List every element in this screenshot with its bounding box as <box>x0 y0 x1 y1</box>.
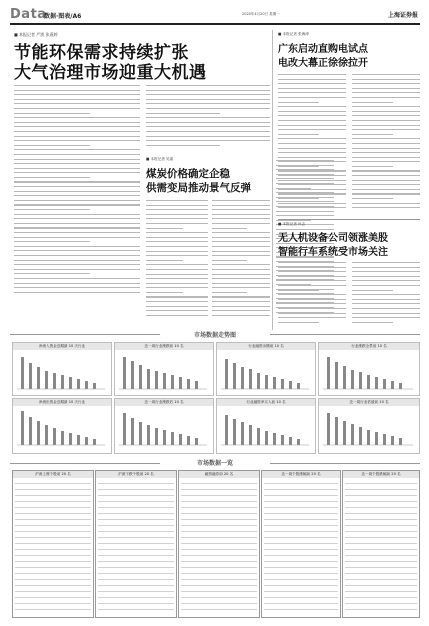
chart-title: 行业涨跌全景前 10 名 <box>319 343 419 350</box>
table-row <box>181 579 257 580</box>
table-row <box>15 591 91 592</box>
table-row <box>98 525 174 526</box>
table-row <box>264 573 338 574</box>
table-row <box>181 501 257 502</box>
table-row <box>98 543 174 544</box>
chart-title: 行业融资余额前 10 名 <box>217 343 315 350</box>
table-row <box>264 579 338 580</box>
chart-title: 近一周行业涨跌后 10 名 <box>115 399 213 406</box>
table-row <box>264 597 338 598</box>
chart-plot <box>323 409 413 449</box>
table-row <box>181 537 257 538</box>
table-row <box>15 525 91 526</box>
chart-plot <box>323 353 413 391</box>
table-panel-2 <box>95 470 177 618</box>
table-row <box>98 609 174 610</box>
table-row <box>181 519 257 520</box>
table-row <box>181 489 257 490</box>
table-row <box>98 507 174 508</box>
middle-kicker: ■ 本报记者 吴嘉 <box>146 157 174 161</box>
chart-plot <box>119 353 207 391</box>
table-row <box>345 585 417 586</box>
table-row <box>98 495 174 496</box>
table-row <box>15 531 91 532</box>
table-title: 近一周个股涨幅前 20 名 <box>262 471 340 478</box>
right-top-body-col2 <box>352 74 420 216</box>
table-row <box>15 579 91 580</box>
table-row <box>264 489 338 490</box>
table-row <box>15 585 91 586</box>
chart-plot <box>221 353 309 391</box>
market-banner <box>10 330 420 339</box>
table-row <box>98 579 174 580</box>
table-row <box>345 567 417 568</box>
tables-banner-title: 市场数据一览 <box>196 460 233 467</box>
table-row <box>345 501 417 502</box>
lead-body-text <box>14 85 140 305</box>
table-row <box>345 525 417 526</box>
right-top-headline-line1: 广东启动直购电试点 <box>278 44 368 55</box>
chart-plot <box>17 353 105 391</box>
table-row <box>264 609 338 610</box>
table-row <box>181 609 257 610</box>
right-bottom-body-col2 <box>352 262 420 326</box>
table-row <box>345 513 417 514</box>
table-row <box>345 543 417 544</box>
chart-title: 净流出资金近期最 10 天行业 <box>13 399 111 406</box>
middle-headline-line1: 煤炭价格确定企稳 <box>146 168 230 180</box>
table-row <box>264 525 338 526</box>
table-row <box>345 597 417 598</box>
table-row <box>345 609 417 610</box>
table-row <box>264 507 338 508</box>
middle-body-col1 <box>146 200 208 324</box>
chart-panel-3 <box>216 342 316 396</box>
table-row <box>345 579 417 580</box>
table-row <box>264 549 338 550</box>
masthead-rule <box>10 23 420 25</box>
chart-plot <box>17 409 105 449</box>
chart-panel-5 <box>12 398 112 454</box>
right-bottom-rule <box>278 219 420 220</box>
table-row <box>264 585 338 586</box>
table-row <box>98 597 174 598</box>
table-row <box>345 555 417 556</box>
chart-plot <box>119 409 207 449</box>
table-row <box>15 543 91 544</box>
table-row <box>264 555 338 556</box>
table-row <box>98 483 174 484</box>
table-title: 沪深上涨个股前 20 名 <box>13 471 93 478</box>
table-title: 融资融券前 20 名 <box>179 471 259 478</box>
table-row <box>181 567 257 568</box>
table-row <box>181 597 257 598</box>
table-row <box>98 591 174 592</box>
chart-title: 行业融资净买入前 10 名 <box>217 399 315 406</box>
table-row <box>98 513 174 514</box>
table-row <box>345 507 417 508</box>
table-row <box>264 561 338 562</box>
table-row <box>264 543 338 544</box>
chart-panel-4 <box>318 342 420 396</box>
table-row <box>15 483 91 484</box>
table-row <box>181 549 257 550</box>
right-top-headline-line2: 电改大幕正徐徐拉开 <box>278 58 368 69</box>
table-row <box>264 591 338 592</box>
table-row <box>264 531 338 532</box>
table-row <box>264 537 338 538</box>
table-row <box>181 543 257 544</box>
table-row <box>15 519 91 520</box>
lead-headline-line1: 节能环保需求持续扩张 <box>14 43 189 63</box>
table-row <box>98 573 174 574</box>
section-label: 数据·图表/A6 <box>44 13 82 20</box>
right-bottom-body-col1 <box>278 262 346 326</box>
table-row <box>345 549 417 550</box>
table-panel-4 <box>261 470 341 618</box>
table-row <box>181 603 257 604</box>
table-row <box>15 507 91 508</box>
table-row <box>15 513 91 514</box>
table-row <box>345 573 417 574</box>
table-row <box>181 525 257 526</box>
table-row <box>98 519 174 520</box>
table-row <box>345 537 417 538</box>
table-row <box>98 537 174 538</box>
table-row <box>98 603 174 604</box>
table-row <box>181 495 257 496</box>
table-row <box>98 555 174 556</box>
table-row <box>264 513 338 514</box>
right-top-body-col1 <box>278 74 346 216</box>
lead-kicker: ■ 本报记者 严凯 张燕婷 <box>14 32 58 37</box>
chart-title: 近一周行业涨跌前 10 名 <box>115 343 213 350</box>
chart-title: 近一周行业估值前 10 名 <box>319 399 419 406</box>
table-row <box>181 483 257 484</box>
table-row <box>345 519 417 520</box>
lead-headline-line2: 大气治理市场迎重大机遇 <box>14 63 207 83</box>
table-row <box>345 531 417 532</box>
chart-panel-7 <box>216 398 316 454</box>
table-row <box>181 585 257 586</box>
table-row <box>98 585 174 586</box>
chart-plot <box>221 409 309 449</box>
table-row <box>98 567 174 568</box>
table-row <box>345 489 417 490</box>
lead-body-text-col2 <box>146 85 270 151</box>
table-row <box>345 603 417 604</box>
table-row <box>98 531 174 532</box>
table-row <box>98 549 174 550</box>
right-top-kicker: ■ 本报记者 张海涛 <box>278 32 309 36</box>
table-row <box>15 489 91 490</box>
table-row <box>181 573 257 574</box>
table-row <box>15 555 91 556</box>
right-bottom-headline-line2: 智能行车系统受市场关注 <box>278 247 388 258</box>
table-panel-3 <box>178 470 260 618</box>
table-title: 近一周个股跌幅前 20 名 <box>343 471 419 478</box>
table-title: 沪深下跌个股前 20 名 <box>96 471 176 478</box>
paper-name: 上海证券报 <box>388 12 419 19</box>
middle-headline-line2: 供需变局推动景气反弹 <box>146 182 251 194</box>
table-row <box>264 567 338 568</box>
table-row <box>345 561 417 562</box>
table-row <box>15 561 91 562</box>
table-panel-1 <box>12 470 94 618</box>
date-line: 2020年4月20日 星期一 <box>242 12 280 16</box>
table-row <box>15 597 91 598</box>
market-banner-title: 市场数据走势图 <box>193 332 236 339</box>
chart-panel-1 <box>12 342 112 396</box>
table-row <box>345 483 417 484</box>
table-row <box>15 501 91 502</box>
right-bottom-headline-line1: 无人机设备公司领涨美股 <box>278 233 388 244</box>
middle-body-col2 <box>212 200 270 324</box>
table-row <box>264 495 338 496</box>
table-row <box>181 561 257 562</box>
right-bottom-kicker: ■ 本报记者 孙志 <box>278 222 306 226</box>
masthead <box>10 8 420 24</box>
chart-panel-2 <box>114 342 214 396</box>
table-row <box>181 555 257 556</box>
table-row <box>181 591 257 592</box>
table-row <box>345 591 417 592</box>
table-row <box>15 609 91 610</box>
table-row <box>15 603 91 604</box>
table-row <box>264 519 338 520</box>
table-row <box>181 513 257 514</box>
table-row <box>98 489 174 490</box>
table-row <box>264 483 338 484</box>
table-row <box>181 507 257 508</box>
table-panel-5 <box>342 470 420 618</box>
table-row <box>15 495 91 496</box>
table-row <box>15 537 91 538</box>
tables-banner <box>10 458 420 468</box>
table-row <box>98 501 174 502</box>
table-row <box>345 495 417 496</box>
table-row <box>15 567 91 568</box>
masthead-logo: Data <box>10 7 47 22</box>
chart-panel-8 <box>318 398 420 454</box>
chart-title: 净流入资金近期最 10 天行业 <box>13 343 111 350</box>
table-row <box>264 603 338 604</box>
table-row <box>98 561 174 562</box>
table-row <box>15 573 91 574</box>
chart-panel-6 <box>114 398 214 454</box>
table-row <box>181 531 257 532</box>
column-divider <box>272 30 273 330</box>
table-row <box>264 501 338 502</box>
table-row <box>15 549 91 550</box>
